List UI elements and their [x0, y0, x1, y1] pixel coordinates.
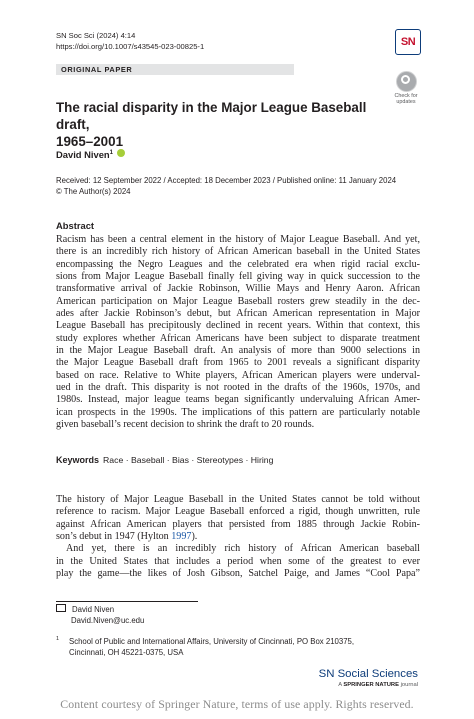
abstract-line: League Baseball has precipitously declined in recent years. Within that context, this — [56, 320, 420, 332]
abstract-line: transformative arrival of Jackie Robinson, Willie Mays and Henry Aaron. African — [56, 283, 420, 295]
affiliation — [56, 636, 354, 658]
abstract-body — [56, 234, 420, 432]
intro-line: against African American players that persisted from 1885 through Jackie Robin- — [56, 518, 420, 530]
sn-logo-text: SN — [400, 36, 416, 48]
check-updates-icon — [396, 71, 417, 92]
abstract-line: in the Major League Baseball draft. An analysis of more than 9000 selections in — [56, 345, 420, 357]
abstract-line: sions from Major League Baseball finally fell giving way in quick succession to the — [56, 271, 420, 283]
affiliation-mark: 1 — [109, 149, 114, 156]
courtesy-notice: Content courtesy of Springer Nature, terms of use apply. Rights reserved. — [60, 697, 414, 711]
abstract-line: ican prospects in the 1990s. The implications of this pattern are particularly notable — [56, 406, 420, 418]
dates-history: Received: 12 September 2022 / Accepted: 18 December 2023 / Published online: 11 January 2024 — [56, 176, 397, 185]
check-updates-line1: Check for — [394, 93, 418, 99]
abstract-line: ades after Jackie Robinson’s debut, but African American representation in Major — [56, 308, 420, 320]
author-name[interactable]: David Niven — [56, 149, 110, 160]
abstract-line: 1980s. Instead, major league teams began significantly undervaluing African Amer- — [56, 394, 420, 406]
introduction-text — [56, 494, 420, 580]
abstract-line: there is an incredibly rich history of African American baseball in the United States — [56, 246, 420, 258]
article-title — [56, 99, 396, 150]
publisher-mark — [319, 668, 418, 689]
publisher-journal-name: SN Social Sciences — [318, 668, 418, 680]
abstract-line: study explores whether African Americans have been subject to disparate treatment — [56, 332, 420, 344]
copyright: © The Author(s) 2024 — [56, 187, 131, 196]
abstract-line: ued in the draft. This disparity is not rooted in the drafts of the 1960s, 1970s, and — [56, 382, 420, 394]
intro-line: in the United States that includes a period when some of the greatest to ever — [56, 555, 420, 567]
publisher-brand: SPRINGER NATURE — [343, 682, 399, 688]
abstract-line: encompassing the Negro Leagues and the celebrated era when rigid racial exclu- — [56, 258, 420, 270]
sn-logo — [395, 29, 421, 55]
affiliation-number: 1 — [56, 636, 60, 642]
publisher-suffix: journal — [398, 682, 418, 688]
abstract-heading: Abstract — [56, 220, 95, 231]
citation-link[interactable]: 1997 — [171, 531, 192, 543]
intro-line: The history of Major League Baseball in the United States cannot be told without — [56, 494, 420, 505]
keywords-list: Race · Baseball · Bias · Stereotypes · Hiring — [103, 455, 274, 465]
footnote-divider — [56, 601, 198, 602]
correspondence — [56, 604, 144, 626]
article-type: ORIGINAL PAPER — [61, 64, 133, 74]
keywords-label: Keywords — [56, 455, 100, 465]
doi-link[interactable]: https://doi.org/10.1007/s43545-023-00825-1 — [56, 42, 205, 51]
intro-text: ). — [191, 531, 198, 543]
publisher-prefix: A — [338, 682, 344, 688]
intro-line: And yet, there is an incredibly rich history of African American baseball — [66, 543, 420, 555]
title-line: 1965–2001 — [56, 134, 124, 149]
abstract-line: based on race. Relative to White players, African American players were underval- — [56, 369, 420, 381]
journal-citation: SN Soc Sci (2024) 4:14 — [56, 31, 136, 40]
publisher-subline — [319, 681, 418, 689]
affiliation-line: School of Public and International Affairs, University of Cincinnati, PO Box 210375, — [69, 637, 355, 646]
journal-info — [56, 30, 204, 52]
correspondence-name: David Niven — [72, 605, 115, 614]
affiliation-line: Cincinnati, OH 45221-0375, USA — [69, 648, 184, 657]
intro-line — [56, 531, 420, 543]
envelope-icon — [56, 604, 66, 612]
check-updates-line2: updates — [396, 99, 416, 105]
correspondence-email[interactable]: David.Niven@uc.edu — [71, 616, 145, 625]
abstract-line: the Major League Baseball draft from 1965 to 2001 reveals a significant disparity — [56, 357, 420, 369]
article-dates — [56, 175, 396, 197]
intro-line: play the game—the likes of Josh Gibson, Satchel Paige, and James “Cool Papa” — [56, 568, 420, 580]
abstract-line: Racism has been a central element in the history of Major League Baseball. And yet, — [56, 234, 420, 245]
author — [56, 149, 125, 160]
intro-text: son’s debut in 1947 (Hylton — [56, 531, 172, 543]
abstract-line: American participation on Major League Baseball rosters grew steadily in the dec- — [56, 295, 420, 307]
title-line: The racial disparity in the Major League Baseball draft, — [56, 100, 367, 132]
keywords — [56, 455, 273, 465]
intro-line: reference to racism. Major League Baseball enforced a rigid, though unwritten, rule — [56, 506, 420, 518]
orcid-icon[interactable] — [117, 149, 125, 157]
abstract-line: given baseball’s recent decision to shrink the draft to 20 rounds. — [56, 419, 315, 431]
